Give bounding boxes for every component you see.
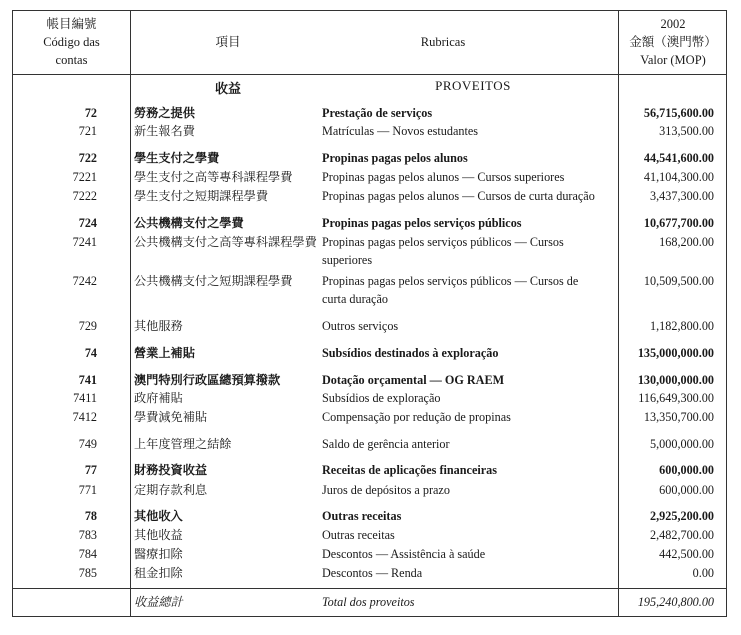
item-label-zh: 營業上補貼 <box>134 346 195 360</box>
rubric-label-pt <box>322 122 622 140</box>
code-header-zh: 帳目編號 <box>46 17 97 31</box>
rubric-line: Receitas de aplicações financeiras <box>322 463 497 477</box>
item-label-zh: 上年度管理之結餘 <box>134 437 232 451</box>
amount-value: 0.00 <box>692 566 714 580</box>
rubric-header: Rubricas <box>420 35 466 49</box>
account-code: 749 <box>78 437 97 451</box>
rubric-label-pt <box>322 389 622 407</box>
rubric-line: Compensação por redução de propinas <box>322 410 511 424</box>
amount-value: 2,482,700.00 <box>650 528 714 542</box>
rubric-line: Subsídios destinados à exploração <box>322 346 499 360</box>
account-code: 7241 <box>72 235 97 249</box>
amount-value: 2,925,200.00 <box>650 509 714 523</box>
item-label-zh: 財務投資收益 <box>134 463 208 477</box>
total-label-zh: 收益總計 <box>134 595 183 609</box>
account-code: 724 <box>78 216 97 230</box>
total-value: 195,240,800.00 <box>637 595 714 609</box>
rubric-label-pt <box>322 317 622 335</box>
rubric-label-pt <box>322 545 622 563</box>
account-code: 7242 <box>72 274 97 288</box>
rubric-line-continued: superiores <box>322 253 373 267</box>
rubric-line: Propinas pagas pelos serviços públicos — Cursos de <box>322 274 579 288</box>
account-code: 721 <box>78 124 97 138</box>
account-code: 7221 <box>72 170 97 184</box>
rubric-label-pt <box>322 104 622 122</box>
amount-value: 13,350,700.00 <box>643 410 714 424</box>
account-code: 78 <box>84 509 97 523</box>
item-label-zh: 學生支付之學費 <box>134 151 220 165</box>
amount-value: 1,182,800.00 <box>650 319 714 333</box>
rubric-line: Outros serviços <box>322 319 399 333</box>
code-column-header <box>13 15 130 69</box>
amount-value: 168,200.00 <box>659 235 714 249</box>
item-label-zh: 學費減免補貼 <box>134 410 208 424</box>
account-code: 785 <box>78 566 97 580</box>
item-label-zh: 學生支付之短期課程學費 <box>134 189 269 203</box>
account-code: 784 <box>78 547 97 561</box>
rubric-line: Prestação de serviços <box>322 106 433 120</box>
rubric-line-continued: curta duração <box>322 292 388 306</box>
total-divider <box>13 588 726 589</box>
amount-value: 10,509,500.00 <box>643 274 714 288</box>
account-code: 741 <box>78 373 97 387</box>
account-code: 77 <box>84 463 97 477</box>
rubric-label-pt <box>322 187 622 205</box>
rubric-label-pt <box>322 344 622 362</box>
account-code: 7411 <box>73 391 97 405</box>
rubric-label-pt <box>322 371 622 389</box>
rubric-line: Propinas pagas pelos alunos — Cursos superiores <box>322 170 565 184</box>
amount-value: 44,541,600.00 <box>643 151 714 165</box>
rubric-line: Dotação orçamental — OG RAEM <box>322 373 505 387</box>
item-label-zh: 政府補貼 <box>134 391 183 405</box>
total-label-pt: Total dos proveitos <box>322 595 415 609</box>
item-label-zh: 學生支付之高等專科課程學費 <box>134 170 293 184</box>
amount-value: 116,649,300.00 <box>638 391 714 405</box>
rubric-line: Matrículas — Novos estudantes <box>322 124 479 138</box>
amount-value: 135,000,000.00 <box>637 346 714 360</box>
amount-value: 313,500.00 <box>659 124 714 138</box>
value-column-header <box>618 15 728 69</box>
item-label-zh: 公共機構支付之短期課程學費 <box>134 274 293 288</box>
rubric-label-pt <box>322 461 622 479</box>
item-header-zh: 項目 <box>215 35 241 49</box>
item-label-zh: 其他收入 <box>134 509 183 523</box>
amount-value: 442,500.00 <box>659 547 714 561</box>
item-label-zh: 澳門特別行政區總預算撥款 <box>134 373 281 387</box>
item-label-zh: 其他收益 <box>134 528 183 542</box>
item-label-zh: 公共機構支付之高等專科課程學費 <box>134 235 317 249</box>
amount-value: 600,000.00 <box>659 483 714 497</box>
code-header-pt-2: contas <box>55 53 88 67</box>
code-header-pt-1: Código das <box>43 35 100 49</box>
account-code: 72 <box>84 106 97 120</box>
rubric-label-pt <box>322 214 622 232</box>
item-label-zh: 勞務之提供 <box>134 106 195 120</box>
amount-value: 3,437,300.00 <box>650 189 714 203</box>
rubric-line: Propinas pagas pelos serviços públicos <box>322 216 522 230</box>
account-code: 7412 <box>72 410 97 424</box>
rubric-label-pt <box>322 435 622 453</box>
rubric-line: Saldo de gerência anterior <box>322 437 450 451</box>
rubric-label-pt <box>322 408 622 426</box>
rubric-line: Juros de depósitos a prazo <box>322 483 450 497</box>
amount-value: 56,715,600.00 <box>643 106 714 120</box>
rubric-label-pt <box>322 507 622 525</box>
header-divider <box>13 74 726 75</box>
value-header-pt: Valor (MOP) <box>640 53 706 67</box>
year-header: 2002 <box>660 17 686 31</box>
rubric-line: Subsídios de exploração <box>322 391 441 405</box>
rubric-label-pt <box>322 481 622 499</box>
account-code: 7222 <box>72 189 97 203</box>
account-code: 783 <box>78 528 97 542</box>
account-code: 729 <box>78 319 97 333</box>
rubric-line: Propinas pagas pelos alunos <box>322 151 468 165</box>
amount-value: 130,000,000.00 <box>637 373 714 387</box>
account-code: 771 <box>78 483 97 497</box>
amount-value: 5,000,000.00 <box>650 437 714 451</box>
item-label-zh: 醫療扣除 <box>134 547 183 561</box>
revenue-table <box>12 10 727 617</box>
section-title-zh: 收益 <box>214 81 241 96</box>
rubric-line: Outras receitas <box>322 509 402 523</box>
account-code: 74 <box>84 346 97 360</box>
amount-value: 10,677,700.00 <box>643 216 714 230</box>
rubric-label-pt <box>322 168 622 186</box>
rubric-label-pt <box>322 564 622 582</box>
section-title-pt: PROVEITOS <box>435 78 511 93</box>
rubric-label-pt <box>322 272 622 308</box>
item-label-zh: 新生報名費 <box>134 124 195 138</box>
rubric-line: Propinas pagas pelos serviços públicos — Cursos <box>322 235 564 249</box>
rubric-line: Descontos — Assistência à saúde <box>322 547 486 561</box>
amount-value: 41,104,300.00 <box>643 170 714 184</box>
rubric-line: Propinas pagas pelos alunos — Cursos de curta duração <box>322 189 595 203</box>
amount-value: 600,000.00 <box>659 463 714 477</box>
item-label-zh: 其他服務 <box>134 319 183 333</box>
rubric-label-pt <box>322 233 622 269</box>
account-code: 722 <box>78 151 97 165</box>
rubric-line: Descontos — Renda <box>322 566 423 580</box>
item-label-zh: 定期存款利息 <box>134 483 208 497</box>
rubric-label-pt <box>322 526 622 544</box>
item-label-zh: 租金扣除 <box>134 566 183 580</box>
column-divider <box>130 11 131 616</box>
rubric-label-pt <box>322 149 622 167</box>
rubric-line: Outras receitas <box>322 528 395 542</box>
value-header-zh: 金額（澳門幣） <box>629 35 717 49</box>
item-label-zh: 公共機構支付之學費 <box>134 216 244 230</box>
